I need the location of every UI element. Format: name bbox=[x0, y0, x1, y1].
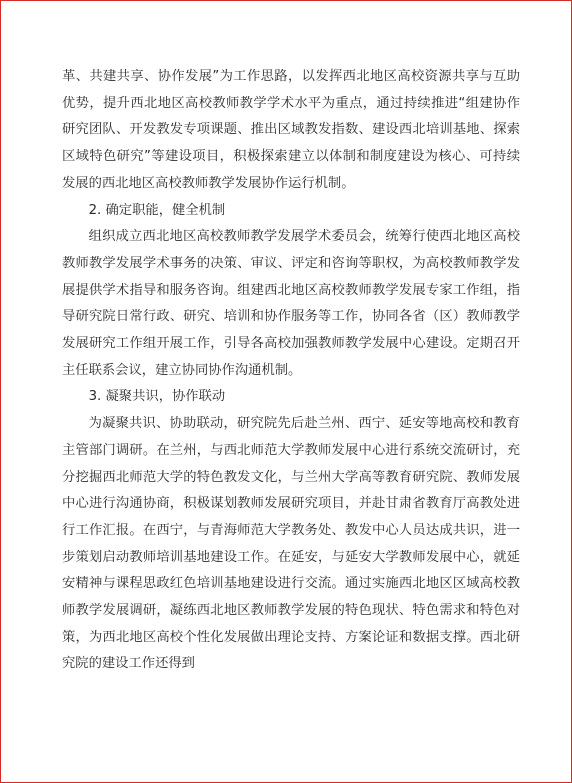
document-body bbox=[62, 64, 520, 678]
paragraph-functions: 组织成立西北地区高校教师教学发展学术委员会，统筹行使西北地区高校教师教学发展学术事务的决策、审议、评定和咨询等职权，为高校教师教学发展提供学术指导和服务咨询。组建西北地区高校教师教学发展专家工作组，指导研究院日常行政、研究、培训和协作服务等工作，协同各省（区）教师教学发展研究工作组开展工作，引导各高校加强教师教学发展中心建设。定期召开主任联系会议，建立协同协作沟通机制。 bbox=[62, 229, 520, 378]
section-heading-3: 3. 凝聚共识，协作联动 bbox=[88, 389, 226, 405]
paragraph-intro: 革、共建共享、协作发展”为工作思路，以发挥西北地区高校资源共享与互助优势，提升西北地区高校教师教学学术水平为重点，通过持续推进“组建协作研究团队、开发教发专项课题、推出区域教发指数、建设西北培训基地、探索区域特色研究”等建设项目，积极探索建立以体制和制度建设为核心、可持续发展的西北地区高校教师教学发展协作运行机制。 bbox=[62, 69, 520, 191]
paragraph-consensus: 为凝聚共识、协助联动，研究院先后赴兰州、西宁、延安等地高校和教育主管部门调研。在兰州，与西北师范大学教师发展中心进行系统交流研讨，充分挖掘西北师范大学的特色教发文化，与兰州大学高等教育研究院、教师发展中心进行沟通协商，积极谋划教师发展研究项目，并赴甘肃省教育厅高教处进行工作汇报。在西宁，与青海师范大学教务处、教发中心人员达成共识，进一步策划启动教师培训基地建设工作。在延安，与延安大学教师发展中心，就延安精神与课程思政红色培训基地建设进行交流。通过实施西北地区区域高校教师教学发展调研，凝练西北地区教师教学发展的特色现状、特色需求和特色对策，为西北地区高校个性化发展做出理论支持、方案论证和数据支撑。西北研究院的建设工作还得到 bbox=[62, 416, 520, 672]
section-heading-2: 2. 确定职能，健全机制 bbox=[88, 202, 226, 218]
